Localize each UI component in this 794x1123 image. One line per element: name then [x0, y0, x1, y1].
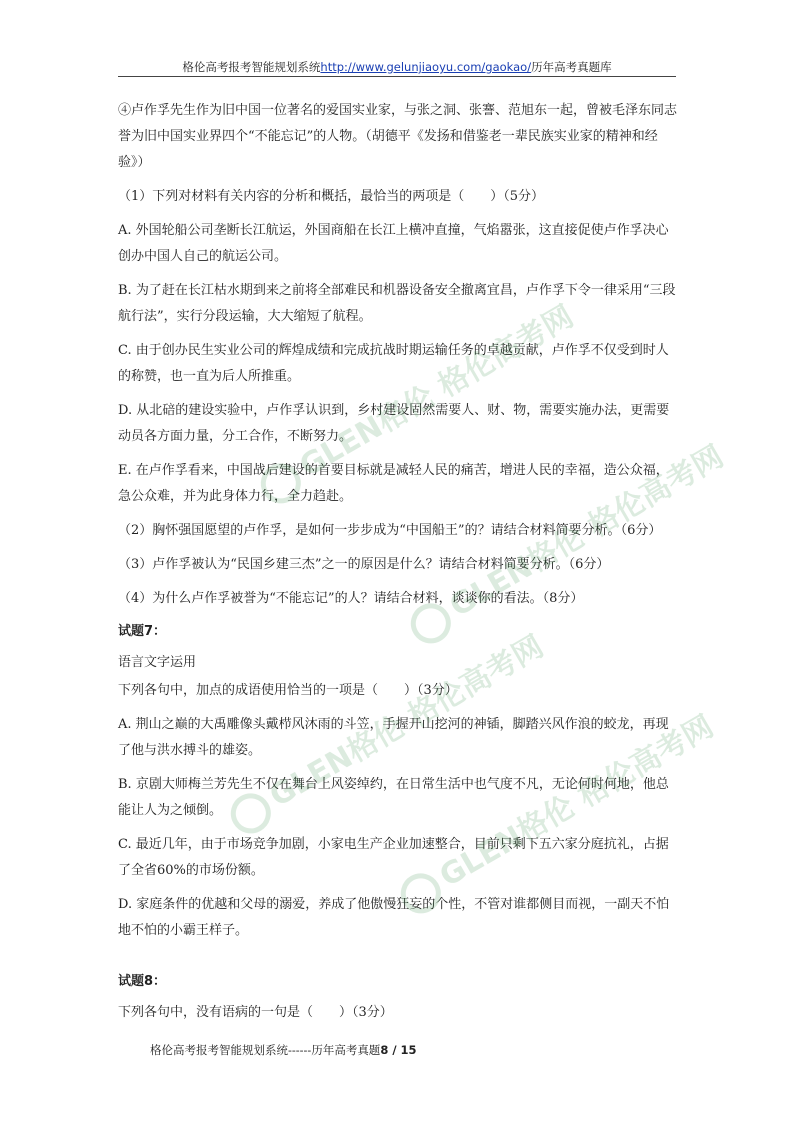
option-b: B. 为了赶在长江枯水期到来之前将全部难民和机器设备安全撤离宜昌，卢作孚下令一律采用“三段航行法”，实行分段运输，大大缩短了航程。	[118, 283, 676, 324]
option-c: C. 由于创办民生实业公司的辉煌成绩和完成抗战时期运输任务的卓越贡献，卢作孚不仅受到时人的称赞，也一直为后人所推重。	[118, 343, 669, 384]
question-1: （1）下列对材料有关内容的分析和概括，最恰当的两项是（ ）（5分）	[118, 189, 545, 204]
header-link[interactable]: http://www.gelunjiaoyu.com/gaokao/	[320, 60, 532, 74]
option-e: E. 在卢作孚看来，中国战后建设的首要目标就是减轻人民的痛苦，增进人民的幸福，造公众福，急公众难，并为此身体力行，全力趋赴。	[118, 463, 669, 504]
option-d: D. 从北碚的建设实验中，卢作孚认识到，乡村建设固然需要人、财、物，需要实施办法，更需要动员各方面力量，分工合作，不断努力。	[118, 403, 670, 444]
watermark-slogan: 格伦高考网	[572, 709, 720, 815]
watermark-slogan: 格伦高考网	[402, 629, 550, 735]
q7-option-b: B. 京剧大师梅兰芳先生不仅在舞台上风姿绰约，在日常生活中也气度不凡，无论何时何地，他总能让人为之倾倒。	[118, 777, 669, 818]
watermark-brand: GLEN格伦	[433, 789, 581, 895]
watermark-brand: GLEN格伦	[443, 519, 591, 625]
watermark-brand: GLEN格伦	[263, 709, 411, 815]
q8-stem: 下列各句中，没有语病的一句是（ ）（3分）	[118, 1005, 393, 1020]
footer-text: 格伦高考报考智能规划系统------历年高考真题	[150, 1043, 381, 1057]
q7-section: 语言文字运用	[118, 655, 197, 670]
watermark-slogan: 格伦高考网	[582, 439, 730, 545]
q7-stem: 下列各句中，加点的成语使用恰当的一项是（ ）（3分）	[118, 683, 458, 698]
q8-title: 试题8：	[118, 974, 167, 989]
passage-paragraph: ④卢作孚先生作为旧中国一位著名的爱国实业家，与张之洞、张謇、范旭东一起，曾被毛泽东同志誉为旧中国实业界四个“不能忘记”的人物。（胡德平《发扬和借鉴老一辈民族实业家的精神和经验》）	[118, 103, 678, 170]
watermark-brand: GLEN格伦	[293, 379, 441, 485]
page-header	[118, 58, 676, 77]
q7-option-a: A. 荆山之巅的大禹雕像头戴栉风沐雨的斗笠，手握开山挖河的神锸，脚踏兴风作浪的蛟龙，再现了他与洪水搏斗的雄姿。	[118, 717, 669, 758]
q7-title: 试题7：	[118, 624, 167, 639]
q7-option-d: D. 家庭条件的优越和父母的溺爱，养成了他傲慢狂妄的个性，不管对谁都侧目而视，一副天不怕地不怕的小霸王样子。	[118, 897, 670, 938]
watermark-slogan: 格伦高考网	[432, 299, 580, 405]
header-suffix: 历年高考真题库	[531, 60, 612, 74]
document-body	[118, 98, 678, 1034]
question-4: （4）为什么卢作孚被誉为“不能忘记”的人？请结合材料，谈谈你的看法。（8分）	[118, 591, 584, 606]
q7-option-c: C. 最近几年，由于市场竞争加剧，小家电生产企业加速整合，目前只剩下五六家分庭抗礼，占据了全省60%的市场份额。	[118, 837, 669, 878]
option-a: A. 外国轮船公司垄断长江航运，外国商船在长江上横冲直撞，气焰嚣张，这直接促使卢作孚决心创办中国人自己的航运公司。	[118, 223, 669, 264]
page-footer	[150, 1042, 417, 1058]
header-title: 格伦高考报考智能规划系统	[182, 60, 321, 74]
page-number: 8 / 15	[380, 1043, 417, 1057]
question-2: （2）胸怀强国愿望的卢作孚，是如何一步步成为“中国船王”的？请结合材料简要分析。（6分）	[118, 523, 662, 538]
question-3: （3）卢作孚被认为“民国乡建三杰”之一的原因是什么？请结合材料简要分析。（6分）	[118, 557, 610, 572]
